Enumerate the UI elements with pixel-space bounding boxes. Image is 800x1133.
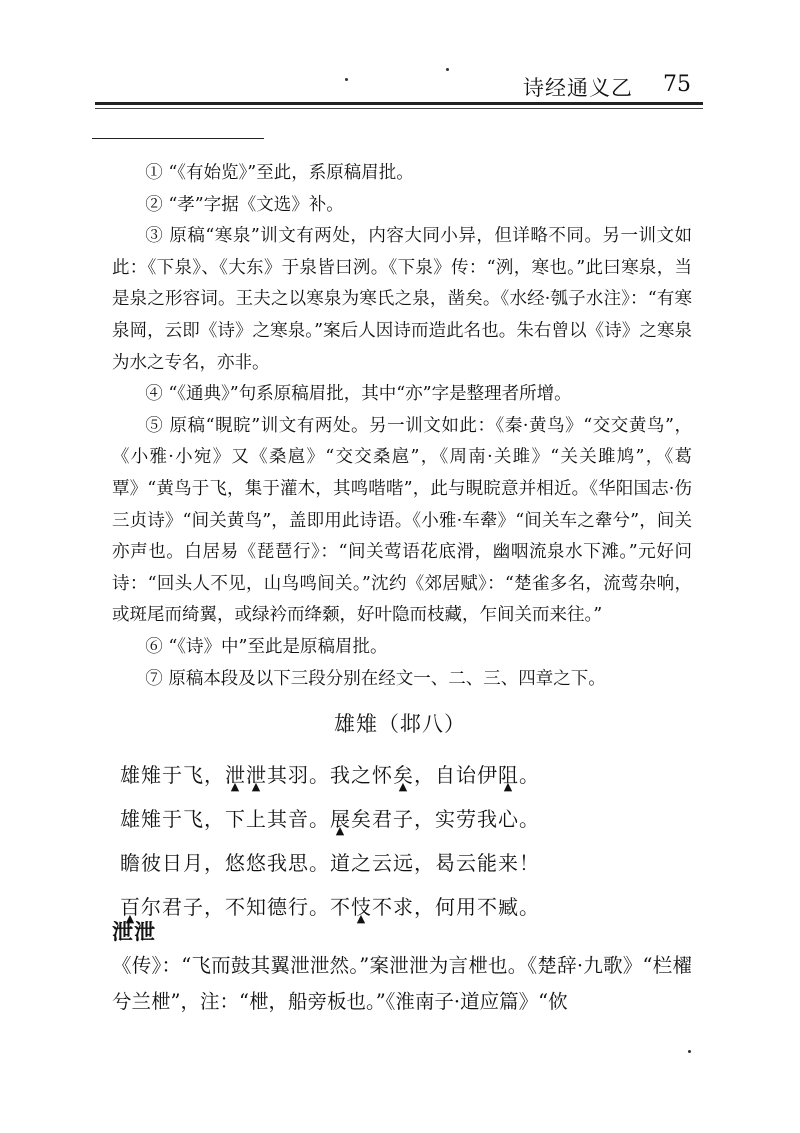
- footnote-3: ③ 原稿“寒泉”训文有两处，内容大同小异，但详略不同。另一训文如此：《下泉》、《大东》于泉皆曰洌。《下泉》传：“洌，寒也。”此曰寒泉，当是泉之形容词。王夫之以寒泉为寒氏之泉，凿矣。《水经·瓠子水注》：“有寒泉岡，云即《诗》之寒泉。”案后人因诗而造此名也。朱右曾以《诗》之寒泉为水之专名，亦非。: [112, 226, 692, 373]
- scan-speck: [446, 68, 449, 71]
- gloss-heading: 泄泄: [112, 919, 156, 944]
- footnote-2: ② “孝”字据《文选》补。: [145, 194, 344, 215]
- marked-char: 展 ▲: [330, 802, 351, 836]
- footnote-separator: [92, 138, 264, 139]
- footnote-6: ⑥ “《诗》中”至此是原稿眉批。: [145, 636, 388, 657]
- footnote-1: ① “《有始览》”至此，系原稿眉批。: [145, 163, 414, 183]
- scan-speck: [688, 1050, 691, 1053]
- footnote-4: ④ “《通典》”句系原稿眉批，其中“亦”字是整理者所增。: [145, 384, 572, 405]
- marked-char: 矣 ▲: [393, 758, 414, 792]
- scan-speck: [345, 78, 348, 81]
- marked-char: 阻 ▲: [498, 758, 519, 792]
- poem-segment: 矣君子，实劳我心。: [351, 807, 540, 831]
- footnotes: [112, 158, 692, 695]
- running-title: 诗经通义乙: [523, 76, 633, 100]
- footnote-5: ⑤ 原稿“睍睆”训文有两处。另一训文如此：《秦·黄鸟》“交交黄鸟”，《小雅·小宛》又《桑扈》“交交桑扈”，《周南·关雎》“关关雎鸠”，《葛覃》“黄鸟于飞，集于灌木，其鸣喈喈”，此与睍睆意并相近。《华阳国志·伤三贞诗》“间关黄鸟”，盖即用此诗语。《小雅·车舝》“间关车之舝兮”，间关亦声也。白居易《琵琶行》：“间关莺语花底滑，幽咽流泉水下滩。”元好问诗：“回头人不见，山鸟鸣间关。”沈约《郊居赋》：“楚雀多名，流莺杂响，或斑尾而绮翼，或绿衿而绛颡，好叶隐而枝藏，乍间关而来往。”: [112, 415, 692, 626]
- poem-line: [120, 890, 540, 934]
- poem-text: [120, 758, 540, 934]
- footnote-7: ⑦ 原稿本段及以下三段分别在经文一、二、三、四章之下。: [145, 668, 606, 689]
- marked-char: 百 ▲: [120, 890, 141, 924]
- page-number: 75: [663, 72, 691, 97]
- marked-char: 泄 ▲: [225, 758, 246, 792]
- commentary-text: 《传》：“飞而鼓其翼泄泄然。”案泄泄为言枻也。《楚辞·九歌》“栏櫂兮兰枻”，注：“枻，船旁板也。”《淮南子·道应篇》“佽: [112, 954, 692, 1013]
- poem-line: 瞻彼日月，悠悠我思。道之云远，曷云能来！: [120, 851, 540, 875]
- poem-segment: 。: [519, 763, 540, 787]
- poem-segment: 其羽。我之怀: [267, 763, 393, 787]
- section-title: 雄雉（邶八）: [334, 712, 466, 736]
- marked-char: 忮 ▲: [351, 890, 372, 924]
- poem-segment: 不求，何用不臧。: [372, 895, 540, 919]
- header-rule: [95, 102, 703, 105]
- poem-segment: ，自诒伊: [414, 763, 498, 787]
- poem-segment: 尔君子，不知德行。不: [141, 895, 351, 919]
- running-header: [95, 60, 703, 100]
- poem-segment: 雄雉于飞，下上其音。: [120, 807, 330, 831]
- header-rule-thin: [95, 108, 703, 109]
- marked-char: 泄 ▲: [246, 758, 267, 792]
- poem-segment: 雄雉于飞，: [120, 763, 225, 787]
- poem-line: [120, 758, 540, 802]
- poem-line: [120, 802, 540, 846]
